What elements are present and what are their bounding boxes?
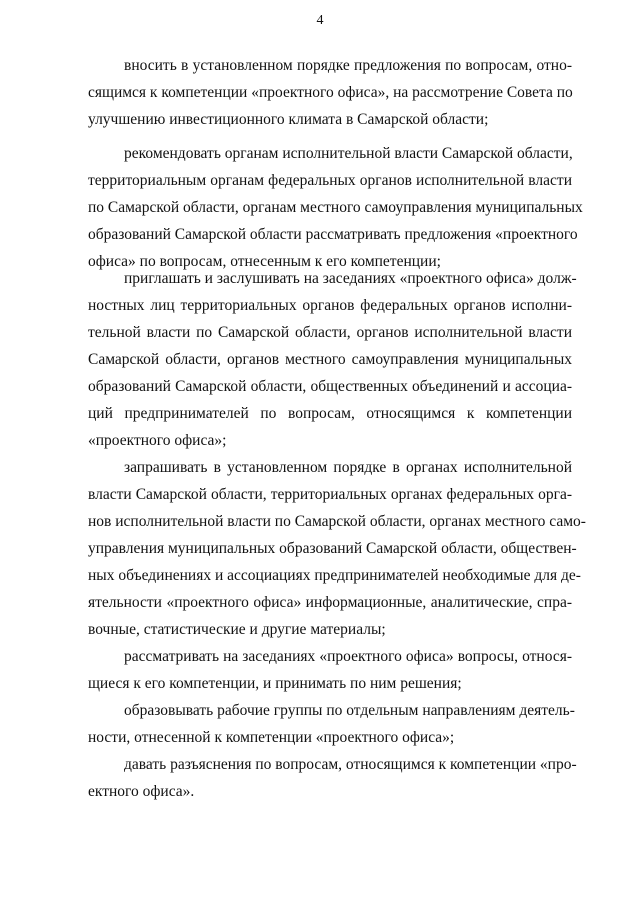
text-line: ных объединениях и ассоциациях предпринимателей необходимые для де- bbox=[88, 567, 581, 584]
text-line: образовывать рабочие группы по отдельным направлениям деятель- bbox=[124, 702, 575, 719]
text-line: давать разъяснения по вопросам, относящимся к компетенции «про- bbox=[124, 756, 577, 773]
text-line: территориальным органам федеральных органов исполнительной власти bbox=[88, 172, 572, 189]
text-line: образований Самарской области, общественных объединений и ассоциа- bbox=[88, 378, 572, 395]
text-line: ятельности «проектного офиса» информационные, аналитические, спра- bbox=[88, 594, 572, 611]
text-line: ектного офиса». bbox=[88, 783, 195, 800]
text-line: приглашать и заслушивать на заседаниях «проектного офиса» долж- bbox=[124, 270, 577, 287]
text-line: вносить в установленном порядке предложения по вопросам, отно- bbox=[124, 57, 572, 74]
text-line: тельной власти по Самарской области, органов исполнительной власти bbox=[88, 324, 572, 341]
text-line: нов исполнительной власти по Самарской области, органах местного само- bbox=[88, 513, 586, 530]
page-number: 4 bbox=[316, 13, 324, 28]
text-line: сящимся к компетенции «проектного офиса», на рассмотрение Совета по bbox=[88, 84, 573, 101]
text-line: ностных лиц территориальных органов федеральных органов исполни- bbox=[88, 297, 572, 314]
text-line: офиса» по вопросам, отнесенным к его компетенции; bbox=[88, 253, 441, 270]
text-line: рекомендовать органам исполнительной власти Самарской области, bbox=[124, 145, 573, 162]
text-line: ций предпринимателей по вопросам, относящимся к компетенции bbox=[88, 405, 572, 422]
text-line: улучшению инвестиционного климата в Самарской области; bbox=[88, 111, 489, 128]
text-line: Самарской области, органов местного самоуправления муниципальных bbox=[88, 351, 572, 368]
text-line: щиеся к его компетенции, и принимать по ним решения; bbox=[88, 675, 462, 692]
text-line: власти Самарской области, территориальных органах федеральных орга- bbox=[88, 486, 572, 503]
text-line: «проектного офиса»; bbox=[88, 432, 227, 449]
text-line: запрашивать в установленном порядке в органах исполнительной bbox=[124, 459, 572, 476]
text-line: ности, отнесенной к компетенции «проектного офиса»; bbox=[88, 729, 455, 746]
text-line: управления муниципальных образований Самарской области, обществен- bbox=[88, 540, 577, 557]
text-line: образований Самарской области рассматривать предложения «проектного bbox=[88, 226, 578, 243]
text-line: по Самарской области, органам местного самоуправления муниципальных bbox=[88, 199, 583, 216]
text-line: рассматривать на заседаниях «проектного офиса» вопросы, относя- bbox=[124, 648, 572, 665]
text-line: вочные, статистические и другие материалы; bbox=[88, 621, 386, 638]
